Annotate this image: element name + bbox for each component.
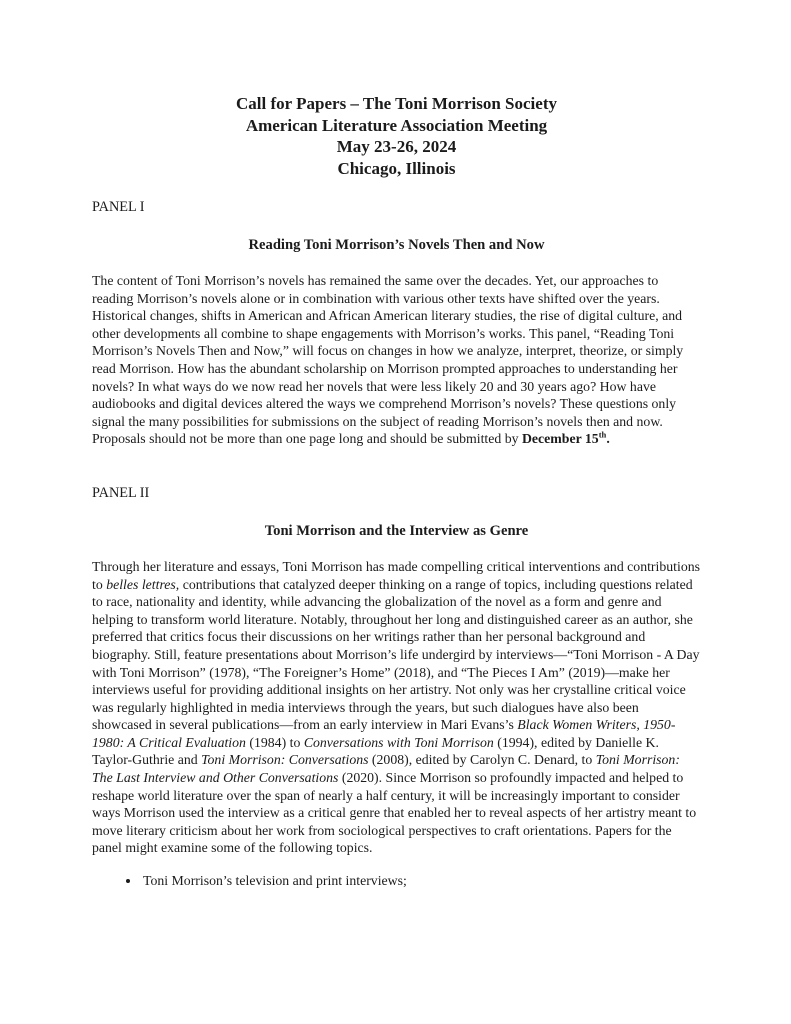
header-line-meeting: American Literature Association Meeting	[245, 115, 548, 135]
panel-1-label: PANEL I	[92, 199, 145, 215]
panel-1-paragraph: The content of Toni Morrison’s novels has remained the same over the decades. Yet, our approaches to reading Morrison’s novels alone or in combination with various other texts have shifted over the years. Historical changes, shifts in American and African American literary studies, the rise of digital culture, and other developments all combine to shape engagements with Morrison’s works. This panel, “Reading Toni Morrison’s Novels Then and Now,” will focus on changes in how we analyze, interpret, theorize, or simply read Morrison. How has the abundant scholarship on Morrison prompted approaches to understanding her novels? In what ways do we now read her novels that were less likely 20 and 30 years ago? How have audiobooks and digital devices altered the ways we comprehend Morrison’s novels? These questions only signal the many possibilities for submissions on the subject of reading Morrison’s novels then and now. Proposals should not be more than one page long and should be submitted by December 15th.	[92, 273, 684, 447]
topic-item: • Toni Morrison’s television and print interviews;	[141, 872, 701, 890]
panel-2-label: PANEL II	[92, 484, 150, 501]
panel-2-paragraph: Through her literature and essays, Toni Morrison has made compelling critical interventions and contributions to belles lettres, contributions that catalyzed deeper thinking on a range of topics, including questions related to race, nationality and identity, while advancing the globalization of the novel as a form and genre and helping to transform world literature. Notably, throughout her long and distinguished career as an author, she preferred that critics focus their discussions on her writings rather than her personal background and biography. Still, feature presentations about Morrison’s life undergird by interviews—“Toni Morrison - A Day with Toni Morrison” (1978), “The Foreigner’s Home” (2018), and “The Pieces I Am” (2019)—make her interviews useful for providing additional insights on her artistry. Not only was her crystalline critical voice was regularly highlighted in media interviews through the years, but such dialogues have also been showcased in several publications—from an early interview in Mari Evans’s Black Women Writers, 1950-1980: A Critical Evaluation (1984) to Conversations with Toni Morrison (1994), edited by Danielle K. Taylor-Guthrie and Toni Morrison: Conversations (2008), edited by Carolyn C. Denard, to Toni Morrison: The Last Interview and Other Conversations (2020). Since Morrison so profoundly impacted and helped to reshape world literature over the span of nearly a half century, it will be increasingly important to consider ways Morrison used the interview as a critical genre that enabled her to reveal aspects of her artistry meant to move literary criticism about her work from sociological perspectives to craft orientations. Papers for the panel might examine some of the following topics.	[92, 558, 700, 856]
panel-1-title: Reading Toni Morrison’s Novels Then and Now	[248, 237, 545, 253]
panel-1-section	[92, 200, 701, 448]
panel-2-section	[92, 486, 701, 890]
header-line-location: Chicago, Illinois	[337, 158, 456, 178]
header-line-society: Call for Papers – The Toni Morrison Society	[236, 94, 557, 113]
panel-2-title: Toni Morrison and the Interview as Genre	[264, 522, 529, 539]
document-header	[92, 93, 701, 179]
document-content	[92, 93, 701, 890]
header-line-dates: May 23-26, 2024	[336, 137, 457, 156]
panel-2-topics-list	[92, 872, 701, 890]
